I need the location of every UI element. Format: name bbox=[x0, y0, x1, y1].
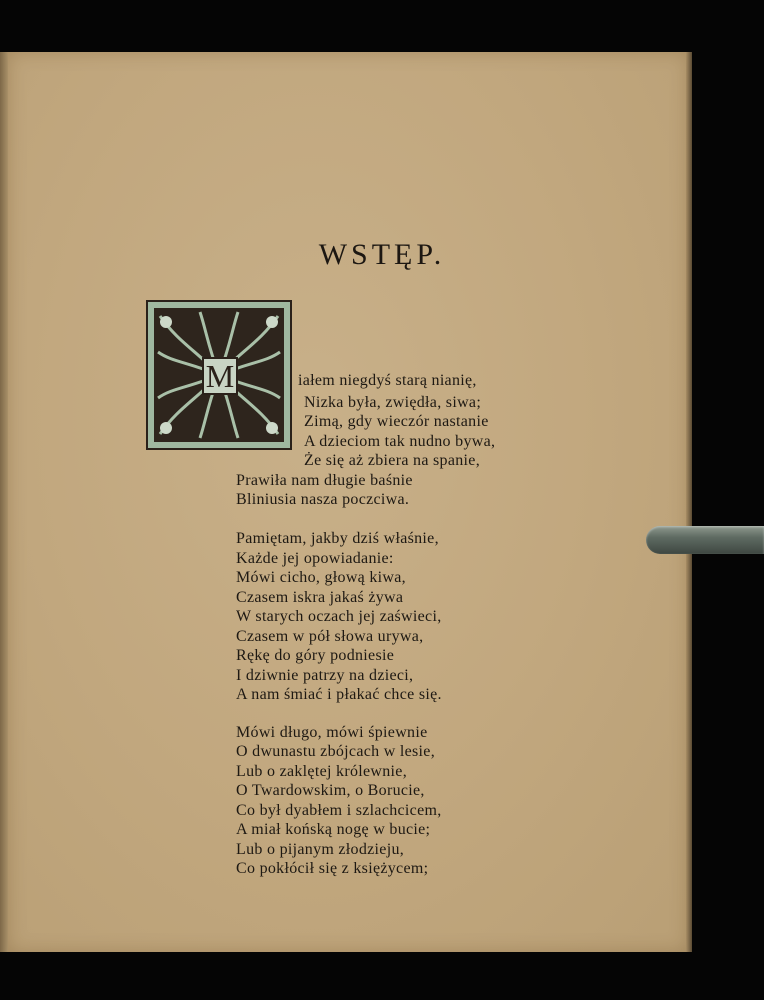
poem-line: Rękę do góry podniesie bbox=[236, 647, 395, 664]
poem-line: Bliniusia nasza poczciwa. bbox=[236, 491, 410, 508]
decorated-initial bbox=[146, 300, 292, 450]
poem-line: I dziwnie patrzy na dzieci, bbox=[236, 667, 414, 684]
poem-line: W starych oczach jej zaświeci, bbox=[236, 608, 442, 625]
poem-line: O Twardowskim, o Borucie, bbox=[236, 782, 425, 799]
poem-line: Lub o pijanym złodzieju, bbox=[236, 841, 405, 858]
poem-line: Pamiętam, jakby dziś właśnie, bbox=[236, 530, 439, 547]
initial-letter: M bbox=[202, 357, 238, 395]
poem-line: Zimą, gdy wieczór nastanie bbox=[304, 413, 489, 430]
poem-line: A dzieciom tak nudno bywa, bbox=[304, 433, 496, 450]
page-clip bbox=[646, 526, 764, 554]
poem-line: Mówi cicho, głową kiwa, bbox=[236, 569, 406, 586]
poem-line: Że się aż zbiera na spanie, bbox=[304, 452, 481, 469]
chapter-title: WSTĘP. bbox=[318, 238, 446, 271]
poem-line: A nam śmiać i płakać chce się. bbox=[236, 686, 442, 703]
poem-line: O dwunastu zbójcach w lesie, bbox=[236, 743, 436, 760]
poem-line: Czasem iskra jakaś żywa bbox=[236, 589, 404, 606]
poem-line: Co był dyabłem i szlachcicem, bbox=[236, 802, 442, 819]
poem-line: Czasem w pół słowa urywa, bbox=[236, 628, 424, 645]
poem-line: Co pokłócił się z księżycem; bbox=[236, 860, 429, 877]
poem-line: Prawiła nam długie baśnie bbox=[236, 472, 413, 489]
poem-line: Mówi długo, mówi śpiewnie bbox=[236, 724, 428, 741]
poem-line: iałem niegdyś starą nianię, bbox=[298, 372, 477, 389]
poem-line: A miał końską nogę w bucie; bbox=[236, 821, 431, 838]
poem-line: Każde jej opowiadanie: bbox=[236, 550, 394, 567]
poem-line: Nizka była, zwiędła, siwa; bbox=[304, 394, 482, 411]
poem-line: Lub o zaklętej królewnie, bbox=[236, 763, 407, 780]
page-right-edge bbox=[686, 52, 692, 952]
